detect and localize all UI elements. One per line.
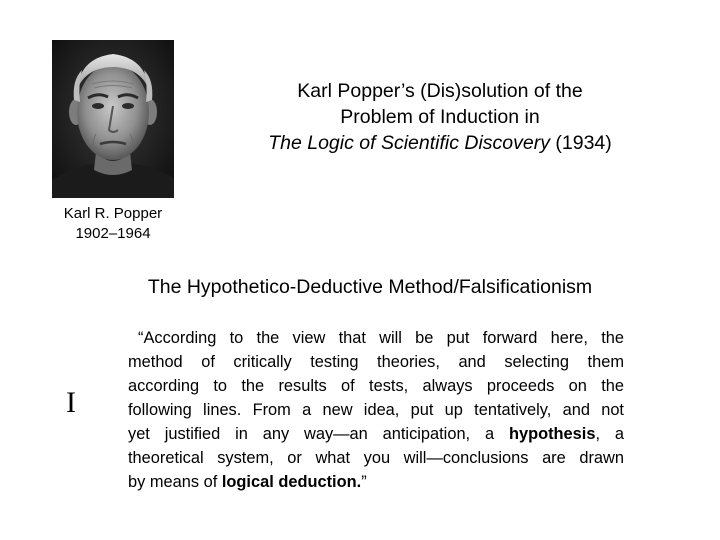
section-marker: I (66, 386, 76, 419)
quote-line-2: method of critically testing theories, and selecting them (128, 353, 624, 371)
quote-line-7-a: by means of (128, 473, 222, 491)
quote-line-7 (128, 470, 624, 494)
portrait-image (52, 40, 174, 198)
slide-title (240, 78, 640, 156)
title-line-2: Problem of Induction in (340, 106, 540, 128)
slide-subtitle: The Hypothetico-Deductive Method/Falsificationism (147, 276, 593, 298)
quote-line-5-c: , a (595, 425, 624, 443)
quote-line-7-c: ” (361, 473, 367, 491)
book-year: (1934) (549, 132, 612, 154)
popper-quote (128, 326, 624, 494)
quote-line-6: theoretical system, or what you will—conclusions are drawn (128, 449, 624, 467)
quote-line-3: according to the results of tests, always proceeds on the (128, 377, 624, 395)
quote-line-1: “According to the view that will be put forward here, the (138, 329, 624, 347)
book-title: The Logic of Scientific Discovery (268, 132, 550, 154)
caption-name: Karl R. Popper (63, 205, 163, 222)
title-line-1: Karl Popper’s (Dis)solution of the (297, 80, 583, 102)
caption-years: 1902–1964 (75, 225, 151, 242)
portrait-photo (52, 40, 174, 198)
portrait-caption (40, 204, 186, 244)
logical-deduction-term: logical deduction. (221, 473, 362, 491)
quote-line-4: following lines. From a new idea, put up tentatively, and not (128, 401, 624, 419)
quote-line-5-a: yet justified in any way—an anticipation, a (128, 425, 509, 443)
hypothesis-term: hypothesis (508, 425, 596, 443)
title-line-3 (240, 130, 640, 156)
quote-line-5 (128, 422, 624, 446)
